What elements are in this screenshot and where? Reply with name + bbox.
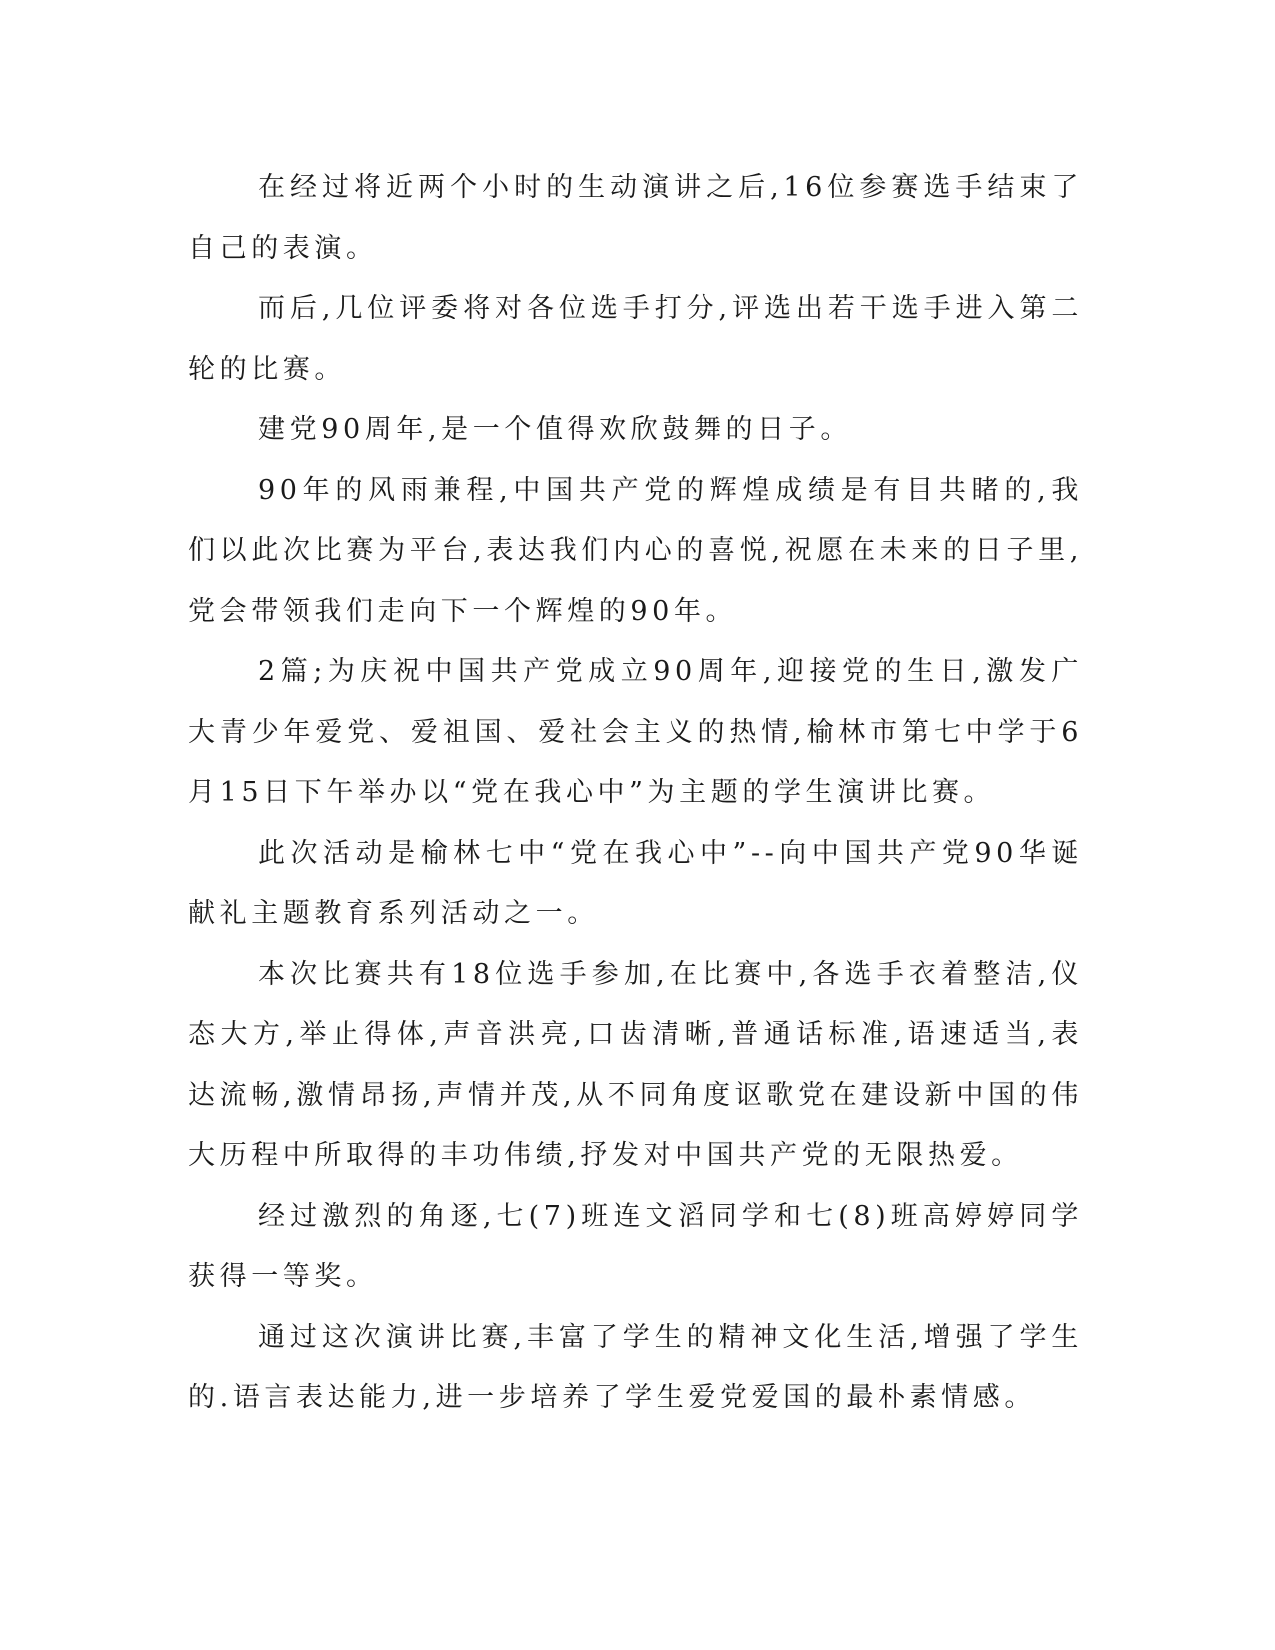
paragraph: 2篇;为庆祝中国共产党成立90周年,迎接党的生日,激发广大青少年爱党、爱祖国、爱社会主义的热情,榆林市第七中学于6月15日下午举办以“党在我心中”为主题的学生演讲比赛。	[188, 656, 1083, 808]
paragraph: 而后,几位评委将对各位选手打分,评选出若干选手进入第二轮的比赛。	[188, 293, 1083, 385]
paragraph: 在经过将近两个小时的生动演讲之后,16位参赛选手结束了自己的表演。	[188, 172, 1083, 264]
paragraph: 通过这次演讲比赛,丰富了学生的精神文化生活,增强了学生的.语言表达能力,进一步培养了学生爱党爱国的最朴素情感。	[188, 1321, 1083, 1413]
paragraph: 此次活动是榆林七中“党在我心中”--向中国共产党90华诞献礼主题教育系列活动之一。	[188, 837, 1083, 929]
document-body	[188, 158, 1083, 1429]
paragraph: 90年的风雨兼程,中国共产党的辉煌成绩是有目共睹的,我们以此次比赛为平台,表达我们内心的喜悦,祝愿在未来的日子里,党会带领我们走向下一个辉煌的90年。	[188, 474, 1083, 627]
paragraph: 经过激烈的角逐,七(7)班连文滔同学和七(8)班高婷婷同学获得一等奖。	[188, 1200, 1083, 1292]
paragraph: 建党90周年,是一个值得欢欣鼓舞的日子。	[258, 414, 852, 445]
paragraph: 本次比赛共有18位选手参加,在比赛中,各选手衣着整洁,仪态大方,举止得体,声音洪亮,口齿清晰,普通话标准,语速适当,表达流畅,激情昂扬,声情并茂,从不同角度讴歌党在建设新中国的伟大历程中所取得的丰功伟绩,抒发对中国共产党的无限热爱。	[188, 958, 1083, 1171]
